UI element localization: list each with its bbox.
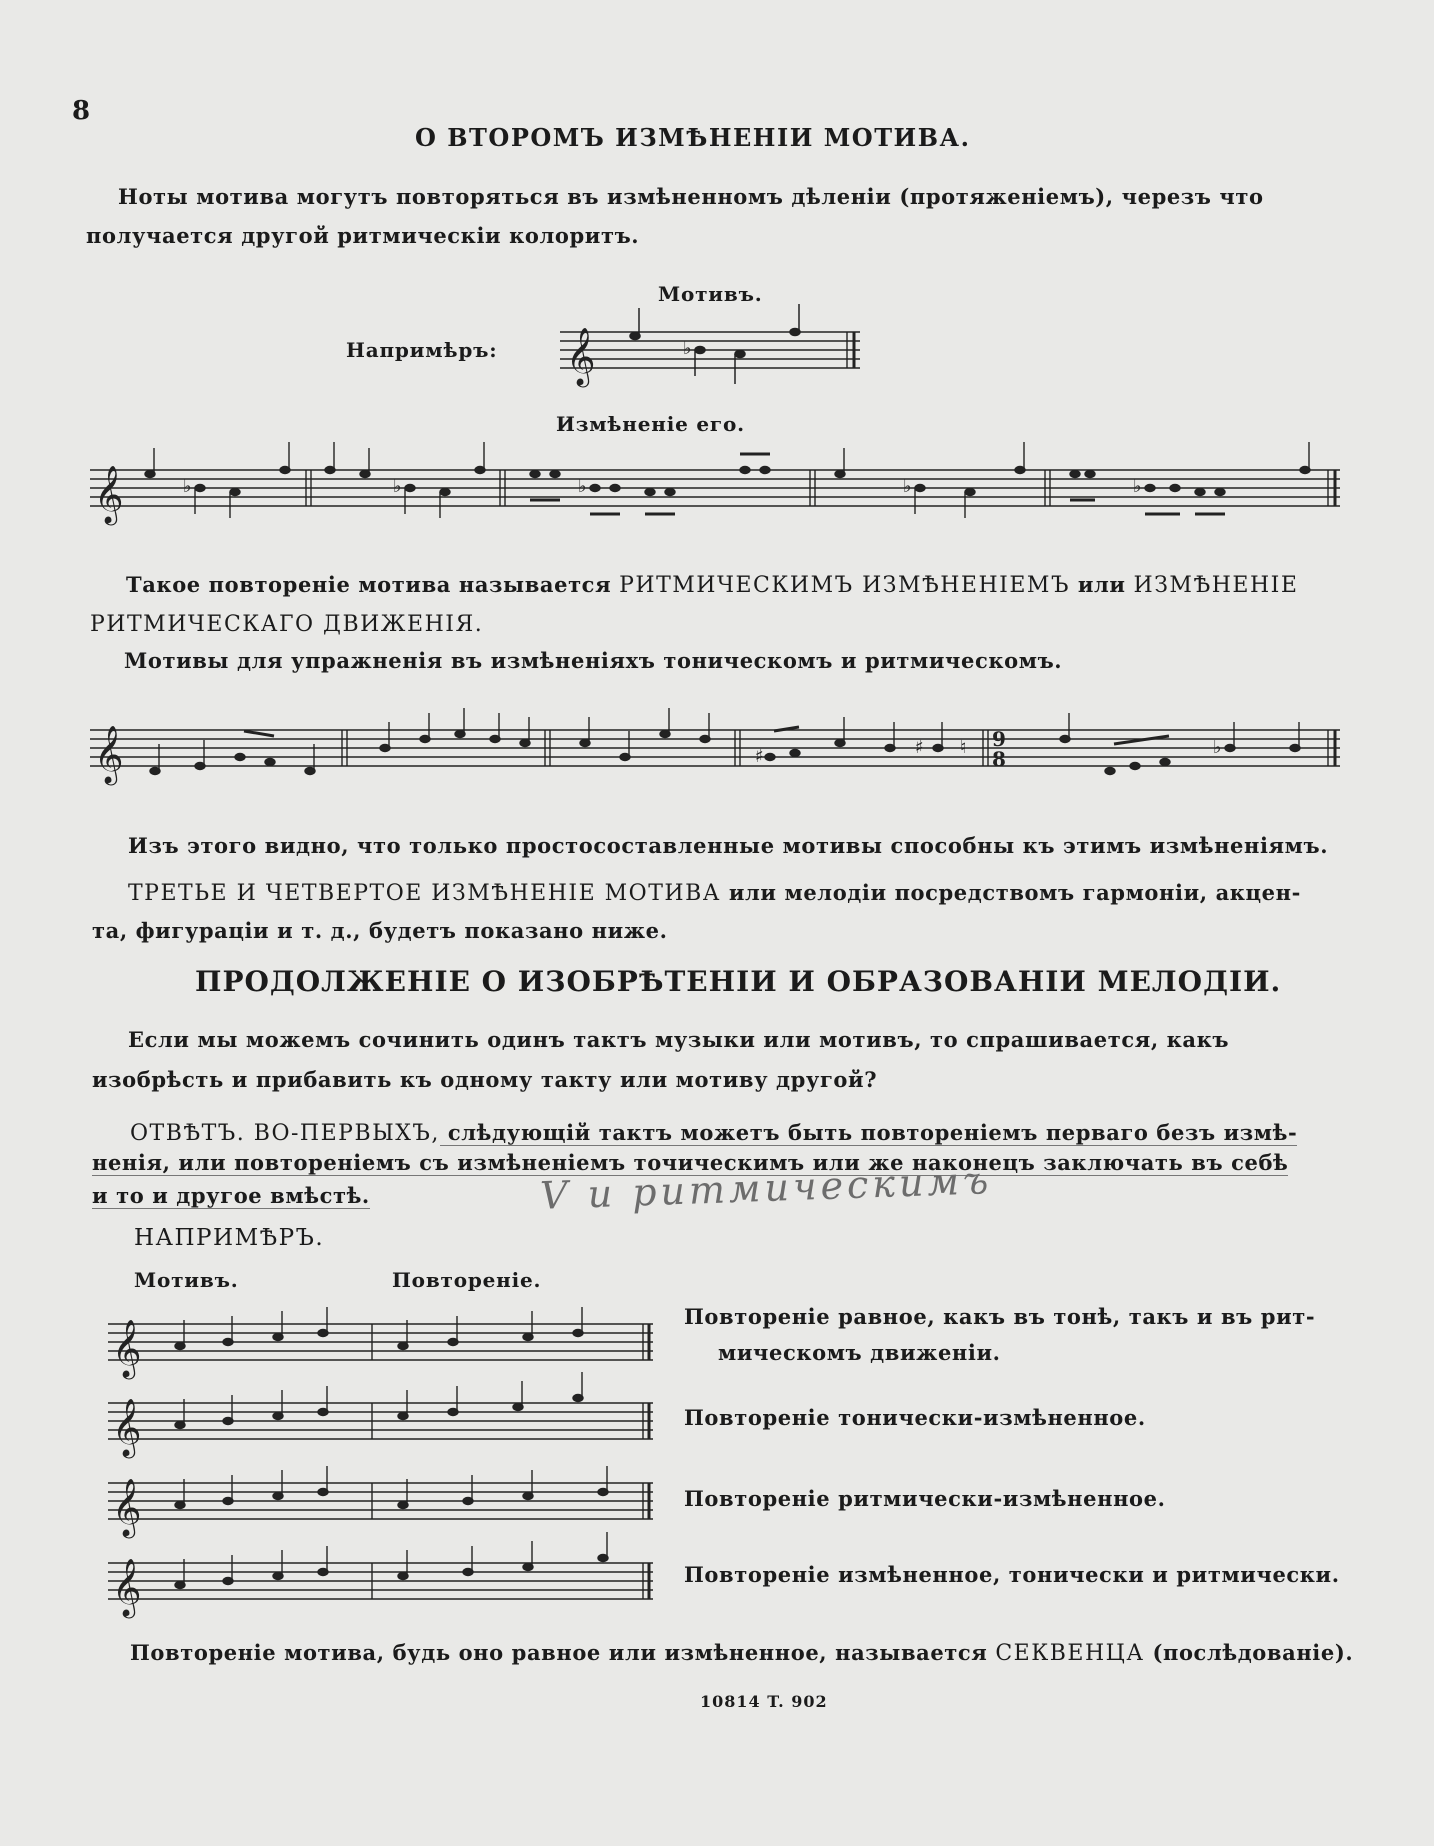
variation-label: Измѣненіе его. — [556, 412, 745, 436]
treble-clef-icon: 𝄞 — [112, 1398, 142, 1456]
treble-clef-icon: 𝄞 — [112, 1319, 142, 1377]
treble-clef-icon: 𝄞 — [112, 1558, 142, 1616]
motive-staff — [560, 318, 860, 398]
treble-clef-icon: 𝄞 — [566, 327, 596, 385]
section-heading-continuation: ПРОДОЛЖЕНІЕ О ИЗОБРѢТЕНІИ И ОБРАЗОВАНІИ МЕЛОДІИ. — [195, 965, 1282, 998]
answer-label: ОТВѢТЪ. — [130, 1121, 246, 1146]
motive-label: Мотивъ. — [658, 282, 763, 306]
intro-line-1: Ноты мотива могутъ повторяться въ измѣненномъ дѣленіи (протяженіемъ), черезъ что — [118, 184, 1264, 209]
intro-line-2: получается другой ритмическіи колоритъ. — [86, 223, 640, 248]
example-desc-4: Повтореніе измѣненное, тонически и ритмически. — [684, 1562, 1340, 1587]
example-desc-2: Повтореніе тонически-измѣненное. — [684, 1405, 1146, 1430]
paragraph-only-simple-motives: Изъ этого видно, что только простосоставленные мотивы способны къ этимъ измѣненіямъ. — [128, 833, 1329, 858]
svg-text:♭: ♭ — [1213, 737, 1222, 758]
col-motive-label: Мотивъ. — [134, 1268, 239, 1292]
text-fragment: Повтореніе мотива, будь оно равное или измѣненное, называется — [130, 1640, 996, 1665]
closing-sequence-sentence — [130, 1640, 1353, 1666]
answer-line-3 — [92, 1183, 370, 1208]
svg-text:♭: ♭ — [393, 476, 402, 497]
svg-text:♭: ♭ — [183, 476, 192, 497]
section-heading-second-change: О ВТОРОМЪ ИЗМѢНЕНІИ МОТИВА. — [415, 123, 971, 152]
term-sequence: СЕКВЕНЦА — [995, 1641, 1145, 1666]
text-fragment: (послѣдованіе). — [1144, 1640, 1354, 1665]
svg-text:♭: ♭ — [578, 476, 587, 497]
example-label: Напримѣръ: — [346, 338, 498, 362]
svg-text:♭: ♭ — [683, 338, 692, 359]
page-number: 8 — [72, 96, 91, 126]
text-fragment: Такое повтореніе мотива называется — [126, 572, 620, 597]
svg-text:♮: ♮ — [960, 737, 967, 758]
svg-text:♯: ♯ — [915, 737, 924, 758]
paragraph-third-fourth-change-cont: та, фигураціи и т. д., будетъ показано ниже. — [92, 918, 668, 943]
term-change: ИЗМѢНЕНІЕ — [1133, 573, 1299, 598]
svg-text:♭: ♭ — [1133, 476, 1142, 497]
example-desc-1-line-2: мическомъ движеніи. — [718, 1340, 1001, 1365]
treble-clef-icon: 𝄞 — [94, 465, 124, 523]
term-rhythmic-change: РИТМИЧЕСКИМЪ ИЗМѢНЕНІЕМЪ — [619, 573, 1070, 598]
svg-text:♯: ♯ — [755, 746, 764, 767]
variation-staff — [90, 456, 1340, 536]
time-signature-top: 9 — [992, 727, 1006, 751]
question-line-1: Если мы можемъ сочинить одинъ тактъ музыки или мотивъ, то спрашивается, какъ — [128, 1027, 1230, 1052]
treble-clef-icon: 𝄞 — [112, 1478, 142, 1536]
paragraph-third-fourth-change — [128, 880, 1301, 906]
exercise-motives-label: Мотивы для упражненія въ измѣненіяхъ тоническомъ и ритмическомъ. — [124, 648, 1063, 673]
text-fragment: слѣдующій тактъ можетъ быть повтореніемъ перваго безъ измѣ- — [439, 1120, 1298, 1145]
handwritten-annotation: V и ритмическимъ — [539, 1158, 993, 1218]
answer-line-1 — [130, 1120, 1297, 1146]
term-third-fourth-change: ТРЕТЬЕ И ЧЕТВЕРТОЕ ИЗМѢНЕНІЕ МОТИВА — [128, 881, 721, 906]
example-desc-1-line-1: Повтореніе равное, какъ въ тонѣ, такъ и въ рит- — [684, 1304, 1316, 1329]
treble-clef-icon: 𝄞 — [94, 725, 124, 783]
term-rhythmic-movement: РИТМИЧЕСКАГО ДВИЖЕНІЯ. — [90, 612, 484, 637]
text-fragment: или мелодіи посредствомъ гармоніи, акцен- — [720, 880, 1301, 905]
answer-lead: ВО-ПЕРВЫХЪ, — [245, 1121, 440, 1146]
text-fragment: и то и другое вмѣстѣ. — [92, 1183, 370, 1208]
col-repeat-label: Повтореніе. — [392, 1268, 542, 1292]
time-signature-bottom: 8 — [992, 747, 1006, 771]
exercise-staff — [90, 716, 1340, 806]
svg-text:♭: ♭ — [903, 476, 912, 497]
paragraph-rhythmic-change — [126, 572, 1298, 598]
example-heading: НАПРИМѢРЪ. — [134, 1225, 325, 1251]
text-fragment: или — [1069, 572, 1134, 597]
example-desc-3: Повтореніе ритмически-измѣненное. — [684, 1486, 1166, 1511]
question-line-2: изобрѣсть и прибавить къ одному такту или мотиву другой? — [92, 1067, 878, 1092]
text-fragment: ненія, или повтореніемъ съ измѣненіемъ точическимъ или же наконецъ заключать въ себѣ — [92, 1150, 1289, 1175]
footer-plate-number: 10814 T. 902 — [700, 1692, 828, 1711]
example-staves — [108, 1300, 653, 1630]
